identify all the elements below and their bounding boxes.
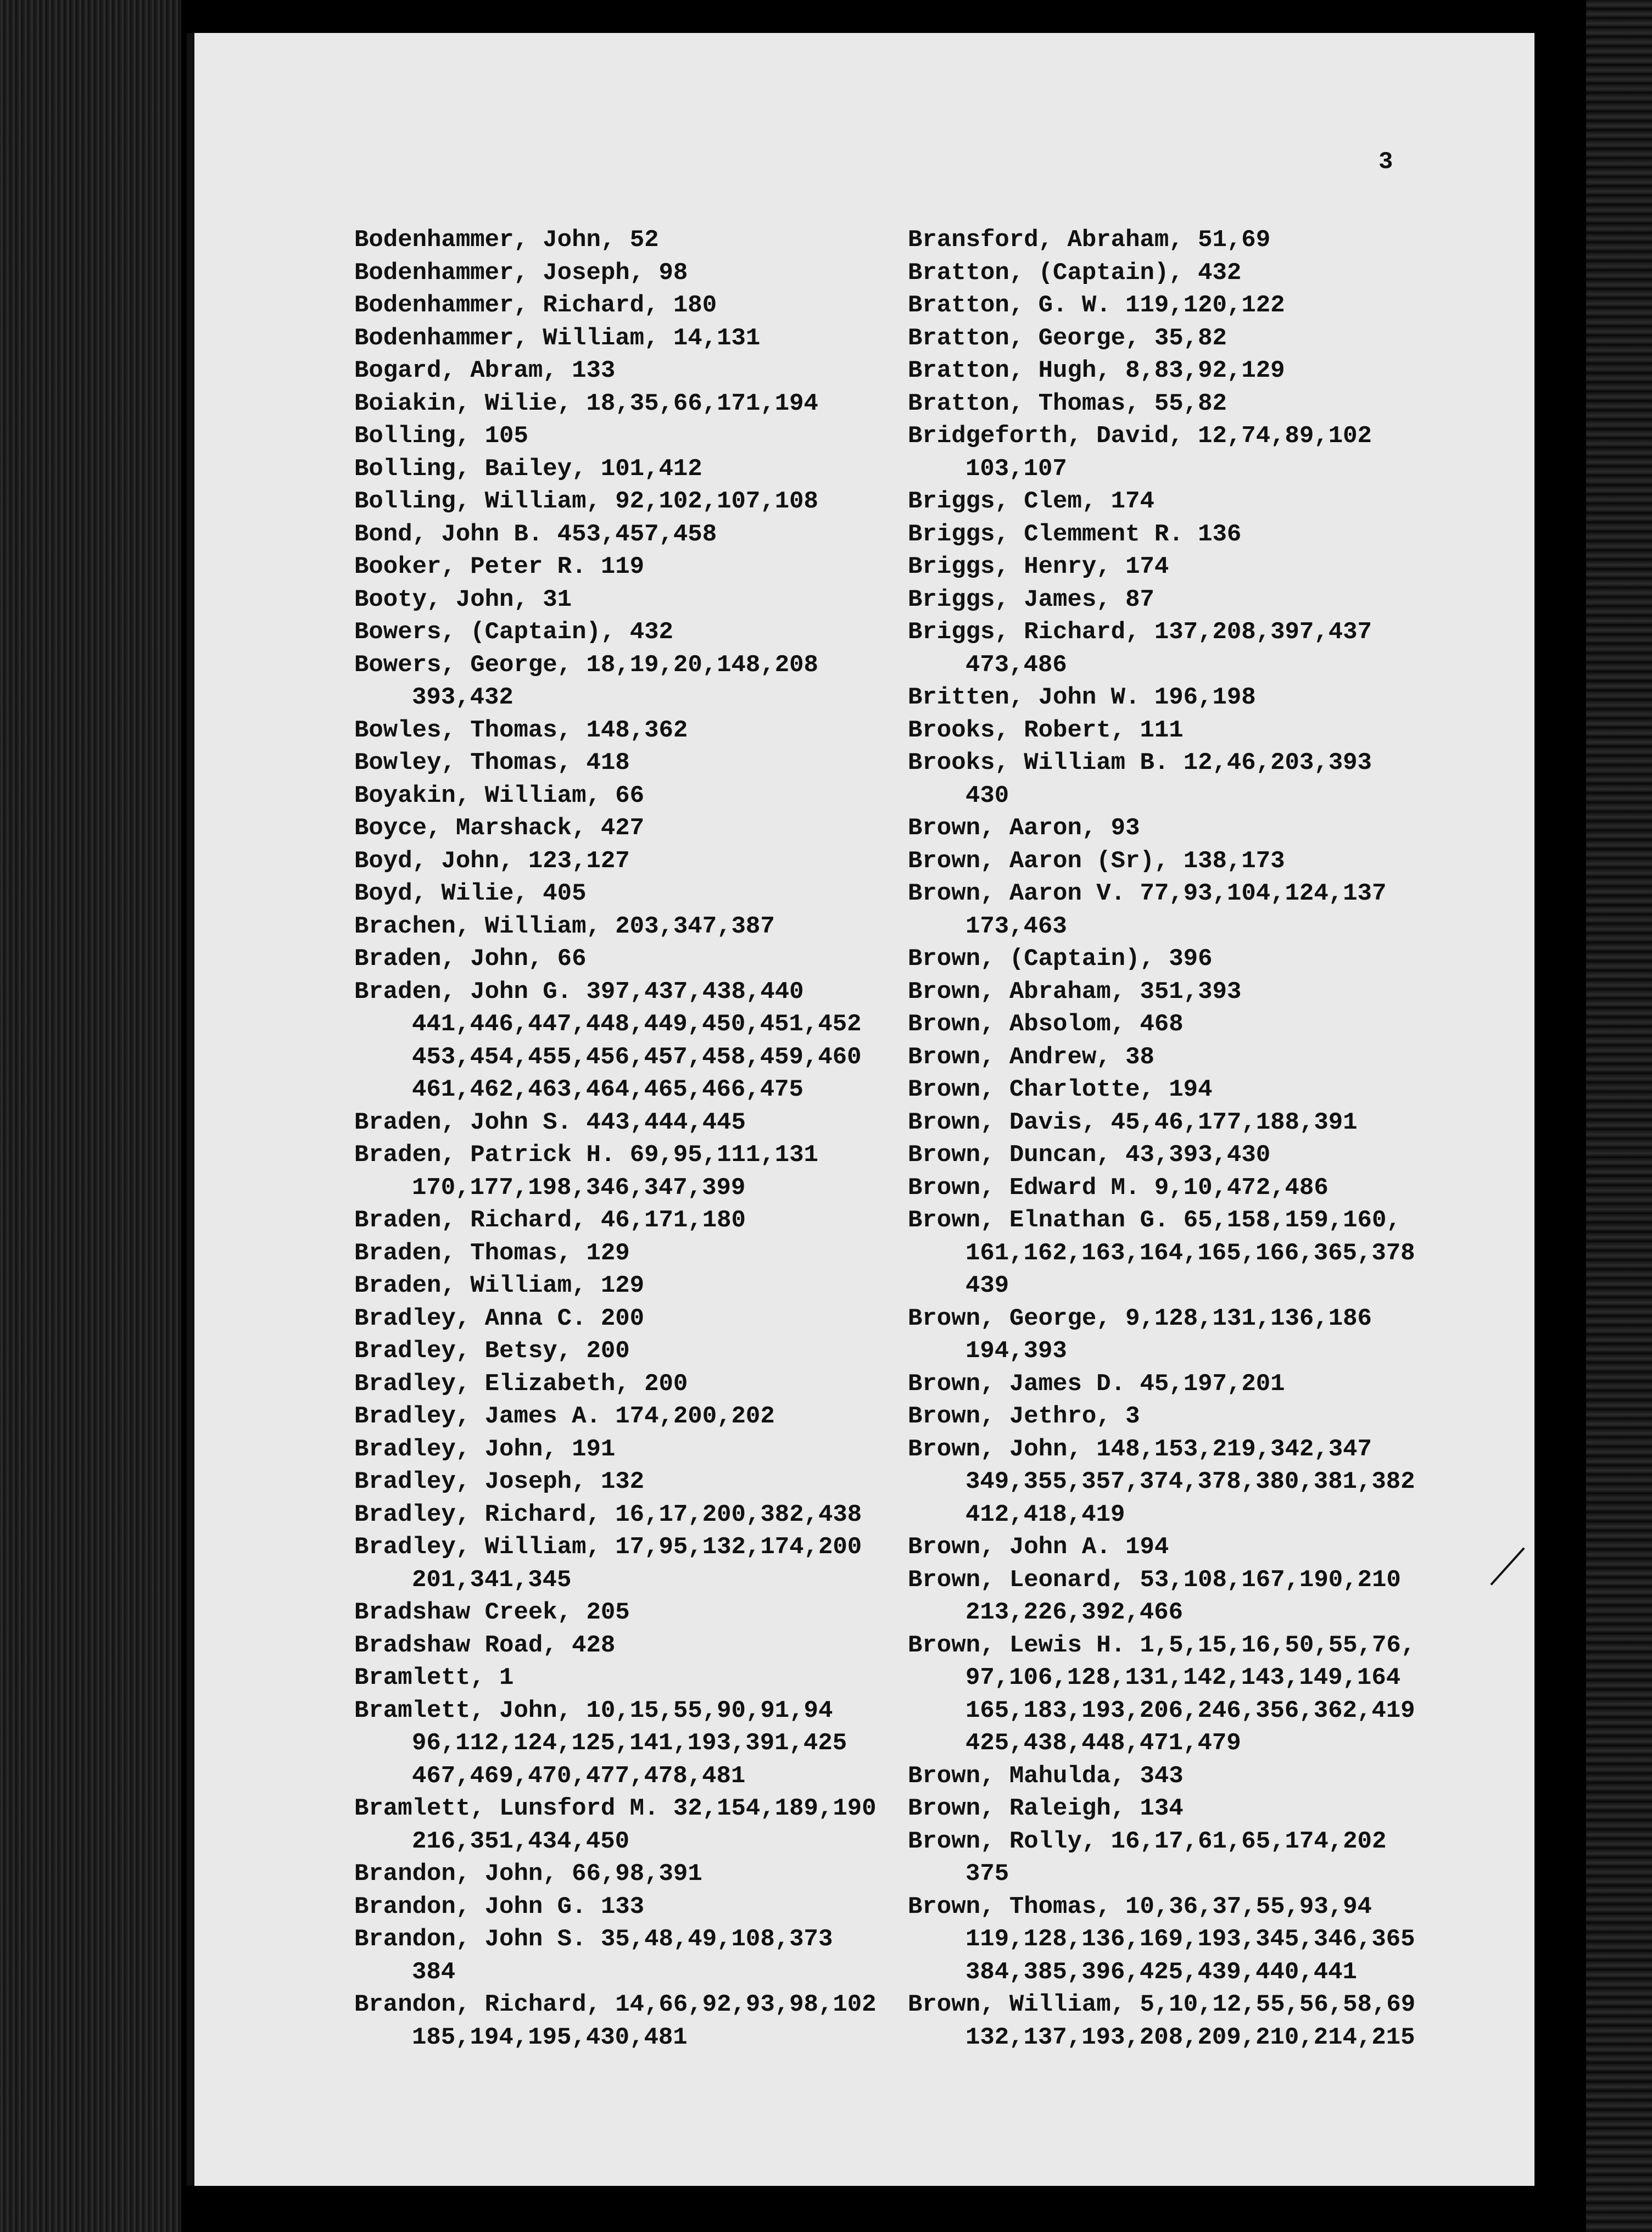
entry-name: Bratton, Thomas, [908, 389, 1140, 417]
entry-name: Brachen, William, [354, 912, 601, 940]
entry-page-refs-continued: 213,226,392,466 [965, 1599, 1184, 1626]
entry-page-refs: 32,154,189,190 [673, 1795, 877, 1822]
index-entry [908, 812, 1463, 845]
index-entry [908, 845, 1463, 878]
index-entry [354, 943, 909, 976]
entry-page-refs: 148,153,219,342,347 [1096, 1435, 1372, 1463]
entry-page-refs: 51,69 [1198, 226, 1271, 254]
entry-page-refs: 16,17,200,382,438 [615, 1500, 862, 1528]
index-entry [908, 1008, 1463, 1041]
entry-name: Braden, Richard, [354, 1207, 587, 1234]
entry-name: Brown, Davis, [908, 1108, 1097, 1136]
entry-name: Bradley, Joseph, [354, 1468, 587, 1496]
entry-page-refs-continued: 384 [412, 1958, 456, 1986]
index-entry [354, 1466, 909, 1499]
entry-page-refs-continued: 194,393 [965, 1337, 1067, 1365]
entry-page-refs: 35,82 [1154, 324, 1227, 352]
entry-page-refs: 101,412 [600, 455, 702, 483]
entry-page-refs: 129 [600, 1272, 645, 1299]
entry-name: Bodenhammer, John, [354, 226, 616, 254]
entry-page-refs: 9,10,472,486 [1154, 1174, 1329, 1202]
entry-name: Bodenhammer, Joseph, [354, 259, 645, 287]
entry-page-refs: 351,393 [1140, 978, 1242, 1006]
entry-name: Brown, Absolom, [908, 1011, 1126, 1038]
index-entry [354, 1400, 909, 1433]
entry-page-refs-continued: 96,112,124,125,141,193,391,425 [412, 1729, 847, 1757]
entry-page-refs-continued: 161,162,163,164,165,166,365,378 [965, 1239, 1415, 1267]
index-entry [354, 322, 909, 355]
entry-page-refs: 45,197,201 [1140, 1370, 1285, 1398]
index-entry [354, 1923, 909, 1989]
entry-page-refs: 123,127 [528, 847, 630, 875]
entry-name: Brown, Raleigh, [908, 1795, 1126, 1822]
entry-name: Bodenhammer, Richard, [354, 292, 659, 319]
entry-page-refs-continued: 439 [965, 1272, 1009, 1299]
entry-name: Brown, (Captain), [908, 945, 1154, 973]
entry-page-refs: 12,46,203,393 [1183, 749, 1372, 777]
entry-name: Brown, Aaron (Sr), [908, 847, 1169, 875]
entry-page-refs: 200 [600, 1304, 645, 1332]
entry-page-refs: 35,48,49,108,373 [600, 1926, 833, 1953]
entry-name: Brown, Jethro, [908, 1403, 1111, 1430]
entry-page-refs-continued: 441,446,447,448,449,450,451,452 [412, 1011, 862, 1038]
entry-page-refs: 66 [615, 782, 645, 810]
entry-page-refs-continued: 185,194,195,430,481 [412, 2023, 688, 2051]
entry-page-refs: 418 [586, 749, 630, 777]
index-entry [908, 518, 1463, 551]
entry-name: Bolling, [354, 422, 471, 450]
entry-name: Briggs, James, [908, 585, 1111, 613]
entry-name: Bramlett, John, [354, 1697, 572, 1725]
entry-page-refs: 69,95,111,131 [629, 1141, 818, 1169]
entry-page-refs: 453,457,458 [557, 520, 717, 548]
entry-name: Bratton, Hugh, [908, 357, 1111, 384]
entry-page-refs: 137,208,397,437 [1154, 618, 1372, 646]
entry-name: Brandon, John G. [354, 1893, 587, 1921]
entry-page-refs-continued: 425,438,448,471,479 [965, 1729, 1241, 1757]
index-entry [908, 1368, 1463, 1401]
entry-name: Bramlett, Lunsford M. [354, 1795, 659, 1822]
entry-name: Bradshaw Creek, [354, 1599, 572, 1626]
entry-page-refs: 52 [629, 226, 659, 254]
entry-name: Bradley, Richard, [354, 1500, 601, 1528]
entry-name: Bratton, (Captain), [908, 259, 1184, 287]
index-entry [908, 616, 1463, 682]
index-entry [354, 1858, 909, 1891]
entry-name: Brown, Abraham, [908, 978, 1126, 1006]
entry-page-refs: 194 [1125, 1533, 1169, 1561]
index-entry [908, 878, 1463, 943]
index-entry [354, 1139, 909, 1204]
index-entry [908, 1826, 1463, 1891]
entry-name: Bransford, Abraham, [908, 226, 1184, 254]
entry-name: Briggs, Richard, [908, 618, 1140, 646]
index-entry [908, 682, 1463, 715]
index-entry [908, 747, 1463, 812]
entry-name: Booker, Peter R. [354, 553, 587, 581]
index-entry [354, 1630, 909, 1662]
index-entry [354, 1531, 909, 1597]
entry-page-refs: 148,362 [586, 716, 688, 744]
index-entry [354, 1433, 909, 1466]
index-entry [908, 1139, 1463, 1172]
entry-name: Briggs, Clemment R. [908, 520, 1184, 548]
entry-name: Bowers, (Captain), [354, 618, 616, 646]
entry-name: Boyd, Wilie, [354, 880, 528, 907]
entry-name: Brown, James D. [908, 1370, 1126, 1398]
entry-page-refs-continued: 103,107 [965, 455, 1067, 483]
entry-page-refs: 16,17,61,65,174,202 [1110, 1827, 1387, 1855]
entry-name: Bogard, Abram, [354, 357, 557, 384]
index-entry [354, 289, 909, 322]
entry-name: Booty, John, [354, 585, 528, 613]
entry-page-refs: 343 [1140, 1762, 1184, 1790]
entry-name: Brown, Rolly, [908, 1827, 1097, 1855]
entry-page-refs: 66 [557, 945, 587, 973]
entry-page-refs: 432 [629, 618, 673, 646]
index-entry [354, 355, 909, 388]
entry-page-refs: 174 [1110, 488, 1154, 515]
entry-name: Bradley, Betsy, [354, 1337, 572, 1365]
entry-name: Brown, Leonard, [908, 1566, 1126, 1594]
index-entry [354, 976, 909, 1107]
entry-page-refs: 8,83,92,129 [1125, 357, 1285, 384]
entry-page-refs-continued: 165,183,193,206,246,356,362,419 [965, 1697, 1415, 1725]
entry-page-refs-continued: 170,177,198,346,347,399 [412, 1174, 746, 1202]
entry-page-refs: 43,393,430 [1125, 1141, 1271, 1169]
index-entry [908, 1172, 1463, 1205]
index-entry [908, 224, 1463, 257]
index-entry [908, 1531, 1463, 1564]
entry-name: Brown, Duncan, [908, 1141, 1111, 1169]
entry-page-refs: 134 [1140, 1795, 1184, 1822]
entry-page-refs: 405 [543, 880, 587, 907]
entry-name: Braden, John S. [354, 1108, 572, 1136]
entry-page-refs: 14,131 [673, 324, 761, 352]
entry-page-refs: 1,5,15,16,50,55,76, [1140, 1631, 1416, 1659]
entry-page-refs-continued: 473,486 [965, 651, 1067, 679]
entry-name: Brown, Aaron, [908, 814, 1097, 842]
entry-page-refs: 1 [499, 1664, 514, 1692]
entry-page-refs-continued: 453,454,455,456,457,458,459,460 [412, 1043, 862, 1071]
entry-page-refs: 180 [673, 292, 717, 319]
index-entry [354, 1303, 909, 1336]
entry-page-refs: 200 [644, 1370, 688, 1398]
entry-page-refs: 428 [572, 1631, 616, 1659]
entry-page-refs-continued: 201,341,345 [412, 1566, 572, 1594]
entry-page-refs: 443,444,445 [586, 1108, 746, 1136]
entry-name: Bond, John B. [354, 520, 543, 548]
index-entry [354, 1662, 909, 1695]
entry-name: Bratton, G. W. [908, 292, 1111, 319]
entry-page-refs: 9,128,131,136,186 [1125, 1304, 1372, 1332]
entry-name: Bratton, George, [908, 324, 1140, 352]
entry-page-refs: 14,66,92,93,98,102 [615, 1991, 877, 2018]
entry-page-refs: 119 [600, 553, 645, 581]
index-entry [354, 878, 909, 911]
index-entry [354, 715, 909, 747]
entry-page-refs: 55,82 [1154, 389, 1227, 417]
entry-page-refs-continued: 375 [965, 1860, 1009, 1888]
entry-page-refs: 200 [586, 1337, 630, 1365]
entry-page-refs: 18,19,20,148,208 [586, 651, 818, 679]
entry-page-refs: 432 [1198, 259, 1242, 287]
entry-name: Boiakin, Wilie, [354, 389, 572, 417]
entry-name: Bowley, Thomas, [354, 749, 572, 777]
index-entry [354, 845, 909, 878]
entry-name: Brown, Mahulda, [908, 1762, 1126, 1790]
entry-name: Brandon, John, [354, 1860, 557, 1888]
entry-name: Britten, John W. [908, 684, 1140, 711]
entry-page-refs: 98 [658, 259, 688, 287]
entry-page-refs-continued: 384,385,396,425,439,440,441 [965, 1958, 1357, 1986]
index-column-left [354, 224, 909, 2054]
entry-page-refs: 45,46,177,188,391 [1110, 1108, 1358, 1136]
entry-name: Brandon, John S. [354, 1926, 587, 1953]
entry-name: Braden, John, [354, 945, 543, 973]
entry-page-refs: 132 [600, 1468, 645, 1496]
index-entry [354, 911, 909, 944]
entry-name: Brandon, Richard, [354, 1991, 601, 2018]
entry-name: Bradley, Elizabeth, [354, 1370, 630, 1398]
index-entry [908, 289, 1463, 322]
index-entry [354, 1891, 909, 1924]
entry-page-refs-continued: 461,462,463,464,465,466,475 [412, 1076, 803, 1103]
index-entry [908, 486, 1463, 518]
entry-page-refs: 92,102,107,108 [615, 488, 818, 515]
entry-name: Bodenhammer, William, [354, 324, 659, 352]
index-entry [908, 1760, 1463, 1793]
entry-page-refs: 196,198 [1154, 684, 1256, 711]
entry-page-refs: 427 [600, 814, 645, 842]
scan-edge-right [1586, 0, 1652, 2232]
entry-page-refs: 119,120,122 [1125, 292, 1285, 319]
index-entry [908, 322, 1463, 355]
index-entry [908, 1400, 1463, 1433]
entry-name: Brown, Elnathan G. [908, 1207, 1169, 1234]
entry-name: Bradley, James A. [354, 1403, 601, 1430]
index-entry [908, 1107, 1463, 1140]
entry-page-refs: 136 [1198, 520, 1242, 548]
entry-page-refs-continued: 173,463 [965, 912, 1067, 940]
entry-page-refs-continued: 119,128,136,169,193,345,346,365 [965, 1926, 1415, 1953]
index-entry [354, 812, 909, 845]
entry-name: Brown, Andrew, [908, 1043, 1111, 1071]
index-entry [354, 1368, 909, 1401]
entry-name: Bradley, Anna C. [354, 1304, 587, 1332]
index-entry [908, 1793, 1463, 1826]
entry-name: Boyce, Marshack, [354, 814, 587, 842]
entry-page-refs: 133 [600, 1893, 645, 1921]
entry-page-refs: 397,437,438,440 [586, 978, 804, 1006]
entry-name: Braden, John G. [354, 978, 572, 1006]
entry-page-refs: 77,93,104,124,137 [1140, 880, 1387, 907]
entry-page-refs-continued: 467,469,470,477,478,481 [412, 1762, 746, 1790]
index-entry [354, 1499, 909, 1532]
entry-page-refs: 174,200,202 [615, 1403, 775, 1430]
index-entry [908, 355, 1463, 388]
index-column-right [908, 224, 1463, 2054]
entry-page-refs-continued: 132,137,193,208,209,210,214,215 [965, 2023, 1415, 2051]
entry-page-refs: 65,158,159,160, [1183, 1207, 1401, 1234]
entry-name: Braden, Thomas, [354, 1239, 572, 1267]
index-entry [908, 1564, 1463, 1630]
index-entry [354, 453, 909, 486]
entry-page-refs-continued: 393,432 [412, 684, 514, 711]
index-entry [908, 715, 1463, 747]
index-entry [354, 1989, 909, 2054]
entry-page-refs: 105 [484, 422, 528, 450]
index-entry [354, 518, 909, 551]
entry-name: Boyakin, William, [354, 782, 601, 810]
entry-name: Brown, William, [908, 1991, 1126, 2018]
index-entry [908, 1074, 1463, 1107]
entry-page-refs: 191 [572, 1435, 616, 1463]
entry-page-refs: 38 [1125, 1043, 1154, 1071]
entry-page-refs: 18,35,66,171,194 [586, 389, 818, 417]
entry-name: Bramlett, [354, 1664, 485, 1692]
index-entry [354, 1793, 909, 1858]
entry-page-refs-continued: 412,418,419 [965, 1500, 1125, 1528]
index-entry [354, 780, 909, 813]
entry-page-refs: 174 [1125, 553, 1169, 581]
entry-name: Brown, John, [908, 1435, 1082, 1463]
index-entry [354, 584, 909, 617]
entry-page-refs: 203,347,387 [615, 912, 775, 940]
entry-name: Bradley, John, [354, 1435, 557, 1463]
entry-page-refs: 66,98,391 [572, 1860, 702, 1888]
entry-name: Brooks, William B. [908, 749, 1169, 777]
index-entry [908, 1041, 1463, 1074]
entry-name: Braden, William, [354, 1272, 587, 1299]
entry-name: Brown, George, [908, 1304, 1111, 1332]
index-entry [354, 649, 909, 715]
entry-name: Brown, John A. [908, 1533, 1111, 1561]
entry-name: Bridgeforth, David, [908, 422, 1184, 450]
entry-name: Brown, Charlotte, [908, 1076, 1154, 1103]
entry-page-refs-continued: 430 [965, 782, 1009, 810]
index-entry [354, 224, 909, 257]
entry-name: Bolling, William, [354, 488, 601, 515]
index-entry [908, 420, 1463, 486]
entry-page-refs: 3 [1125, 1403, 1140, 1430]
entry-name: Bolling, Bailey, [354, 455, 587, 483]
index-entry [908, 551, 1463, 584]
entry-page-refs: 10,36,37,55,93,94 [1125, 1893, 1372, 1921]
entry-page-refs: 138,173 [1183, 847, 1285, 875]
entry-name: Brown, Aaron V. [908, 880, 1126, 907]
index-entry [354, 1270, 909, 1303]
index-entry [908, 976, 1463, 1009]
entry-page-refs: 194 [1169, 1076, 1213, 1103]
entry-name: Briggs, Henry, [908, 553, 1111, 581]
index-entry [908, 943, 1463, 976]
entry-page-refs: 12,74,89,102 [1198, 422, 1372, 450]
index-entry [354, 1107, 909, 1140]
index-entry [354, 1335, 909, 1368]
index-entry [354, 1204, 909, 1237]
entry-page-refs-continued: 97,106,128,131,142,143,149,164 [965, 1664, 1401, 1692]
entry-name: Brooks, Robert, [908, 716, 1126, 744]
index-entry [354, 1597, 909, 1630]
index-entry [354, 747, 909, 780]
index-entry [354, 486, 909, 518]
index-entry [908, 1891, 1463, 1989]
index-entry [354, 551, 909, 584]
entry-page-refs: 111 [1140, 716, 1184, 744]
entry-page-refs-continued: 216,351,434,450 [412, 1827, 630, 1855]
page-number: 3 [1378, 148, 1393, 176]
index-entry [354, 616, 909, 649]
entry-name: Brown, Thomas, [908, 1893, 1111, 1921]
entry-name: Braden, Patrick H. [354, 1141, 616, 1169]
index-entry [908, 1989, 1463, 2054]
index-entry [354, 420, 909, 453]
entry-page-refs: 17,95,132,174,200 [615, 1533, 862, 1561]
entry-page-refs: 129 [586, 1239, 630, 1267]
entry-page-refs-continued: 349,355,357,374,378,380,381,382 [965, 1468, 1415, 1496]
entry-page-refs: 205 [586, 1599, 630, 1626]
index-entry [354, 257, 909, 290]
entry-page-refs: 46,171,180 [600, 1207, 746, 1234]
entry-name: Boyd, John, [354, 847, 514, 875]
index-entry [908, 1433, 1463, 1532]
entry-page-refs: 396 [1169, 945, 1213, 973]
entry-page-refs: 87 [1125, 585, 1154, 613]
entry-name: Bowles, Thomas, [354, 716, 572, 744]
index-entry [908, 584, 1463, 617]
index-entry [354, 1237, 909, 1270]
entry-page-refs: 31 [543, 585, 572, 613]
entry-name: Bowers, George, [354, 651, 572, 679]
entry-name: Bradshaw Road, [354, 1631, 557, 1659]
index-entry [354, 1695, 909, 1793]
index-entry [908, 257, 1463, 290]
entry-page-refs: 10,15,55,90,91,94 [586, 1697, 833, 1725]
entry-page-refs: 93 [1110, 814, 1140, 842]
entry-name: Brown, Edward M. [908, 1174, 1140, 1202]
index-entry [908, 1204, 1463, 1303]
index-entry [908, 1630, 1463, 1760]
entry-page-refs: 5,10,12,55,56,58,69 [1140, 1991, 1416, 2018]
entry-page-refs: 468 [1140, 1011, 1184, 1038]
entry-page-refs: 133 [572, 357, 616, 384]
entry-name: Brown, Lewis H. [908, 1631, 1126, 1659]
entry-name: Bradley, William, [354, 1533, 601, 1561]
scan-edge-left [0, 0, 181, 2232]
entry-page-refs: 53,108,167,190,210 [1140, 1566, 1401, 1594]
entry-name: Briggs, Clem, [908, 488, 1097, 515]
index-entry [908, 388, 1463, 421]
index-entry [908, 1303, 1463, 1368]
index-entry [354, 388, 909, 421]
